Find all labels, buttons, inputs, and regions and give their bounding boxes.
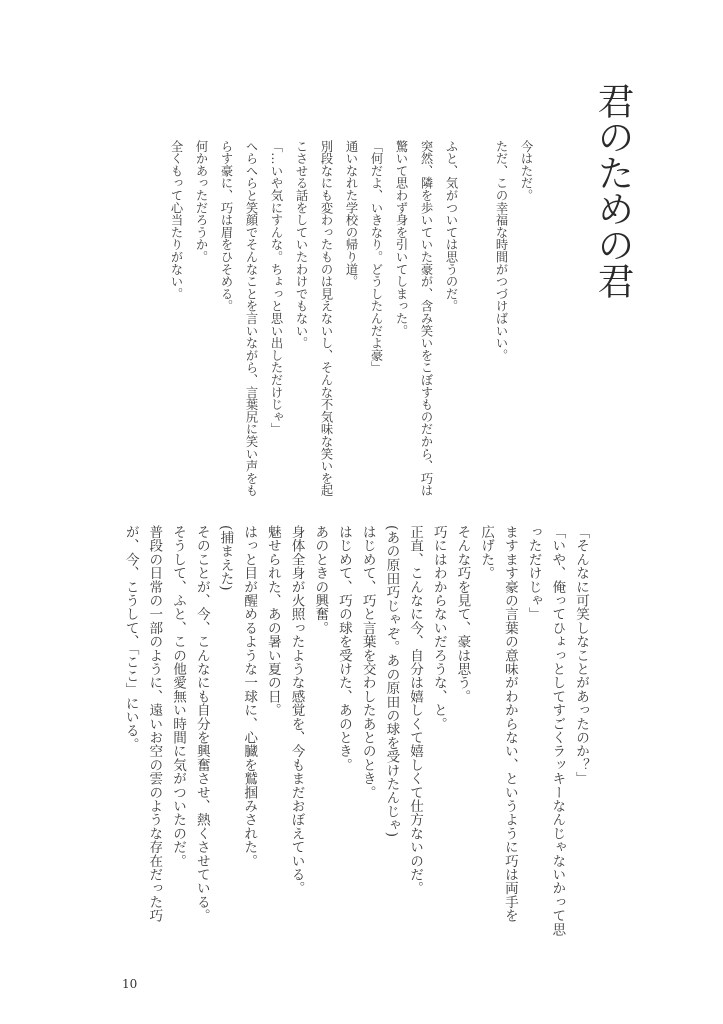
- text-line: (あの原田巧じゃぞ。あの原田の球を受けたんじゃ): [383, 525, 400, 838]
- text-line: 別段なにも変わったものは見えないし、そんな不気味な笑いを起: [319, 140, 333, 497]
- bottom-text-block: [118, 525, 592, 936]
- text-line: ふと、気がついては思うのだ。: [444, 140, 458, 313]
- text-line: ただ、この幸福な時間がつづけばいい。: [494, 140, 508, 362]
- page-number: 10: [122, 977, 138, 991]
- text-line: 巧にはわからないだろうな、と。: [430, 525, 447, 731]
- text-line: 魅せられた、あの暑い夏の日。: [264, 525, 281, 717]
- text-line: (捕まえた): [217, 525, 234, 591]
- text-line: はじめて、巧の球を受けた、あのとき。: [335, 525, 352, 772]
- text-line: 「何だよ、いきなり。どうしたんだよ豪」: [369, 140, 383, 374]
- text-line: 何かあっただろうか。: [194, 140, 208, 263]
- text-line: はじめて、巧と言葉を交わしたあとのとき。: [359, 525, 376, 799]
- text-line: 全くもって心当たりがない。: [169, 140, 183, 300]
- text-line: こさせる話をしていたわけでもない。: [294, 140, 308, 350]
- text-line: ますます豪の言葉の意味がわからない、というように巧は両手を: [501, 525, 518, 923]
- text-line: あのときの興奮。: [312, 525, 329, 635]
- text-line: っただけじゃ」: [525, 525, 542, 621]
- text-line: 通いなれた学校の帰り道。: [344, 140, 358, 288]
- text-line: 身体全身が火照ったような感覚を、今もまだおぼえている。: [288, 525, 305, 895]
- text-line: 驚いて思わず身を引いてしまった。: [394, 140, 408, 337]
- text-line: 広げた。: [478, 525, 495, 580]
- top-text-block: [163, 140, 538, 497]
- text-line: 普段の日常の一部のように、遠いお空の雲のような存在だった巧: [146, 525, 163, 923]
- text-line: [463, 140, 488, 497]
- text-line: らす豪に、巧は眉をひそめる。: [219, 140, 233, 313]
- text-line: そんな巧を見て、豪は思う。: [454, 525, 471, 704]
- text-line: そのことが、今、こんなにも自分を興奮させ、熱くさせている。: [193, 525, 210, 923]
- text-line: 突然、隣を歩いていた豪が、含み笑いをこぼすものだから、巧は: [419, 140, 433, 497]
- chapter-title: 君のための君: [591, 82, 634, 298]
- text-line: が、今、こうして、「ここ」にいる。: [122, 525, 139, 752]
- text-line: 「…いや気にすんな。ちょっと思い出しただけじゃ」: [269, 140, 283, 436]
- text-line: へらへらと笑顔でそんなことを言いながら、言葉尻に笑い声をも: [244, 140, 258, 497]
- text-line: 「いや、俺ってひょっとしてすごくラッキーなんじゃないかって思: [549, 525, 566, 936]
- text-line: 「そんなに可笑しなことがあったのか？」: [573, 525, 589, 786]
- text-line: そうして、ふと、この他愛無い時間に気がついたのだ。: [170, 525, 187, 868]
- text-line: はっと目が醒めるような一球に、心臓を鷲掴みされた。: [241, 525, 258, 868]
- text-line: 今はただ。: [519, 140, 533, 202]
- text-line: 正直、こんなに今、自分は嬉しくて嬉しくて仕方ないのだ。: [407, 525, 424, 895]
